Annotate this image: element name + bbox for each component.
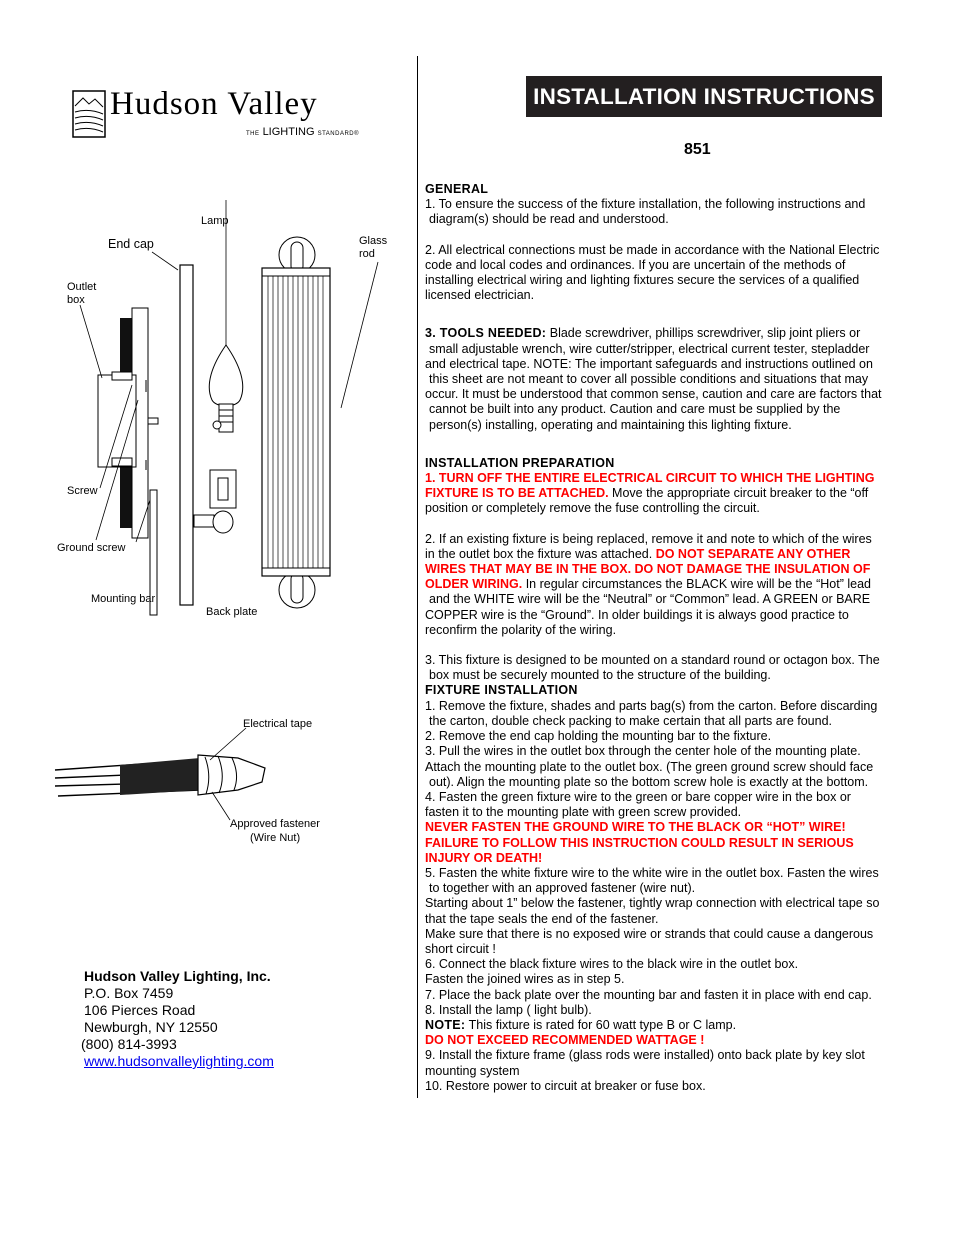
general-text: 1. To ensure the success of the fixture installation, the following instructions and [425, 197, 866, 212]
warning-text: NEVER FASTEN THE GROUND WIRE TO THE BLACK OR “HOT” WIRE! [425, 820, 846, 835]
section-heading-general: GENERAL [425, 182, 489, 196]
prep-text: 2. If an existing fixture is being replaced, remove it and note to which of the wires [425, 531, 872, 546]
fixture-text: the carton, double check packing to make certain that all parts are found. [429, 713, 833, 728]
fixture-text: 4. Fasten the green fixture wire to the green or bare copper wire in the box or [425, 789, 851, 804]
fixture-text: Attach the mounting plate to the outlet box. (The green ground screw should face [425, 759, 874, 774]
fixture-text: Make sure that there is no exposed wire or strands that could cause a dangerous [425, 926, 874, 941]
general-text: installing electrical wiring and lighting fixtures secure the services of a qualified [425, 273, 860, 288]
company-phone: (800) 814-3993 [81, 1036, 177, 1052]
general-text: licensed electrician. [425, 288, 535, 303]
company-info [81, 968, 274, 1070]
company-po-box: P.O. Box 7459 [84, 985, 174, 1001]
label-glass-rod: Glass rod [359, 235, 388, 260]
fixture-text: 1. Remove the fixture, shades and parts bag(s) from the carton. Before discarding [425, 698, 878, 713]
label-wire-nut: (Wire Nut) [250, 832, 301, 844]
fixture-text: 7. Place the back plate over the mounting bar and fasten it in place with end cap. [425, 987, 872, 1002]
general-text: diagram(s) should be read and understood. [429, 212, 669, 227]
label-ground-screw: Ground screw [57, 542, 126, 554]
label-approved-fastener: Approved fastener [230, 818, 320, 830]
fixture-text: Fasten the joined wires as in step 5. [425, 972, 625, 987]
prep-text: in the outlet box the fixture was attached. DO NOT SEPARATE ANY OTHER [425, 546, 851, 561]
fixture-text: 2. Remove the end cap holding the mounting bar to the fixture. [425, 729, 772, 744]
tools-paragraph: 3. TOOLS NEEDED: Blade screwdriver, phillips screwdriver, slip joint pliers or [425, 326, 861, 341]
fixture-text: 5. Fasten the white fixture wire to the white wire in the outlet box. Fasten the wires [425, 865, 879, 880]
general-text: small adjustable wrench, wire cutter/stripper, electrical current tester, stepladder [429, 341, 870, 356]
general-text: person(s) installing, operating and maintaining this lighting fixture. [429, 417, 792, 432]
prep-text: position or completely remove the fuse controlling the circuit. [425, 501, 760, 516]
label-electrical-tape: Electrical tape [243, 718, 313, 730]
column-divider [417, 56, 418, 1098]
fixture-text: to together with an approved fastener (wire nut). [429, 881, 696, 896]
fixture-text: Starting about 1” below the fastener, tightly wrap connection with electrical tape so [425, 896, 880, 911]
fixture-text: 8. Install the lamp ( light bulb). [425, 1002, 592, 1017]
instructions-body [425, 182, 915, 1094]
warning-text: 1. TURN OFF THE ENTIRE ELECTRICAL CIRCUIT TO WHICH THE LIGHTING [425, 471, 875, 486]
fixture-text: fasten it to the mounting plate with green screw provided. [425, 805, 742, 820]
fixture-text: 6. Connect the black fixture wires to the black wire in the outlet box. [425, 957, 799, 972]
company-city: Newburgh, NY 12550 [84, 1019, 218, 1035]
prep-text: OLDER WIRING. In regular circumstances the BLACK wire will be the “Hot” lead [425, 577, 871, 592]
prep-text: FIXTURE IS TO BE ATTACHED. Move the appropriate circuit breaker to the “off [425, 486, 869, 501]
fixture-text: short circuit ! [425, 941, 496, 956]
prep-text: and the WHITE wire will be the “Neutral” or “Common” lead. A GREEN or BARE [429, 592, 871, 607]
general-text: 2. All electrical connections must be made in accordance with the National Electric [425, 242, 880, 257]
model-number: 851 [684, 141, 711, 158]
label-screw: Screw [67, 485, 98, 497]
fixture-diagram [40, 200, 410, 630]
section-heading-fixture: FIXTURE INSTALLATION [425, 683, 578, 698]
page-title: INSTALLATION INSTRUCTIONS [526, 76, 882, 117]
label-back-plate: Back plate [206, 606, 258, 618]
note-line: NOTE: This fixture is rated for 60 watt type B or C lamp. [425, 1017, 737, 1032]
warning-text: FAILURE TO FOLLOW THIS INSTRUCTION COULD RESULT IN SERIOUS [425, 835, 854, 850]
company-website-link[interactable]: www.hudsonvalleylighting.com [84, 1053, 274, 1069]
section-heading-preparation: INSTALLATION PREPARATION [425, 455, 615, 470]
warning-text: WIRES THAT MAY BE IN THE BOX. DO NOT DAMAGE THE INSULATION OF [425, 562, 871, 577]
label-outlet-box: Outlet box [67, 281, 97, 306]
fixture-text: 9. Install the fixture frame (glass rods were installed) onto back plate by key slot [425, 1048, 865, 1063]
prep-text: reconfirm the polarity of the wiring. [425, 622, 617, 637]
company-name: Hudson Valley Lighting, Inc. [84, 968, 271, 984]
fixture-text: that the tape seals the end of the fastener. [425, 911, 659, 926]
wire-nut-diagram [50, 715, 290, 830]
fixture-text: out). Align the mounting plate so the bottom screw hole is exactly at the bottom. [429, 774, 869, 789]
general-text: occur. It must be understood that common sense, caution and care are factors that [425, 387, 882, 402]
prep-text: box must be securely mounted to the structure of the building. [429, 668, 771, 683]
general-text: cannot be built into any product. Caution and care must be supplied by the [429, 402, 841, 417]
fixture-text: mounting system [425, 1063, 520, 1078]
label-mounting-bar: Mounting bar [91, 593, 156, 605]
fixture-text: 3. Pull the wires in the outlet box through the center hole of the mounting plate. [425, 744, 861, 759]
label-end-cap: End cap [108, 237, 154, 251]
general-text: and electrical tape. NOTE: The important safeguards and instructions outlined on [425, 356, 873, 371]
prep-text: 3. This fixture is designed to be mounted on a standard round or octagon box. The [425, 653, 880, 668]
company-street: 106 Pierces Road [84, 1002, 196, 1018]
general-text: this sheet are not meant to cover all possible conditions and situations that may [429, 372, 869, 387]
logo-tagline: THE LIGHTING STANDARD® [246, 126, 360, 138]
logo-wordmark: Hudson Valley [110, 86, 318, 122]
logo-emblem-icon [72, 90, 106, 138]
general-text: code and local codes and ordinances. If you are uncertain of the methods of [425, 257, 846, 272]
fixture-text: 10. Restore power to circuit at breaker or fuse box. [425, 1078, 706, 1093]
label-lamp: Lamp [201, 215, 229, 227]
warning-text: DO NOT EXCEED RECOMMENDED WATTAGE ! [425, 1033, 705, 1048]
warning-text: INJURY OR DEATH! [425, 850, 543, 865]
prep-text: COPPER wire is the “Ground”. In older buildings it is always good practice to [425, 607, 849, 622]
